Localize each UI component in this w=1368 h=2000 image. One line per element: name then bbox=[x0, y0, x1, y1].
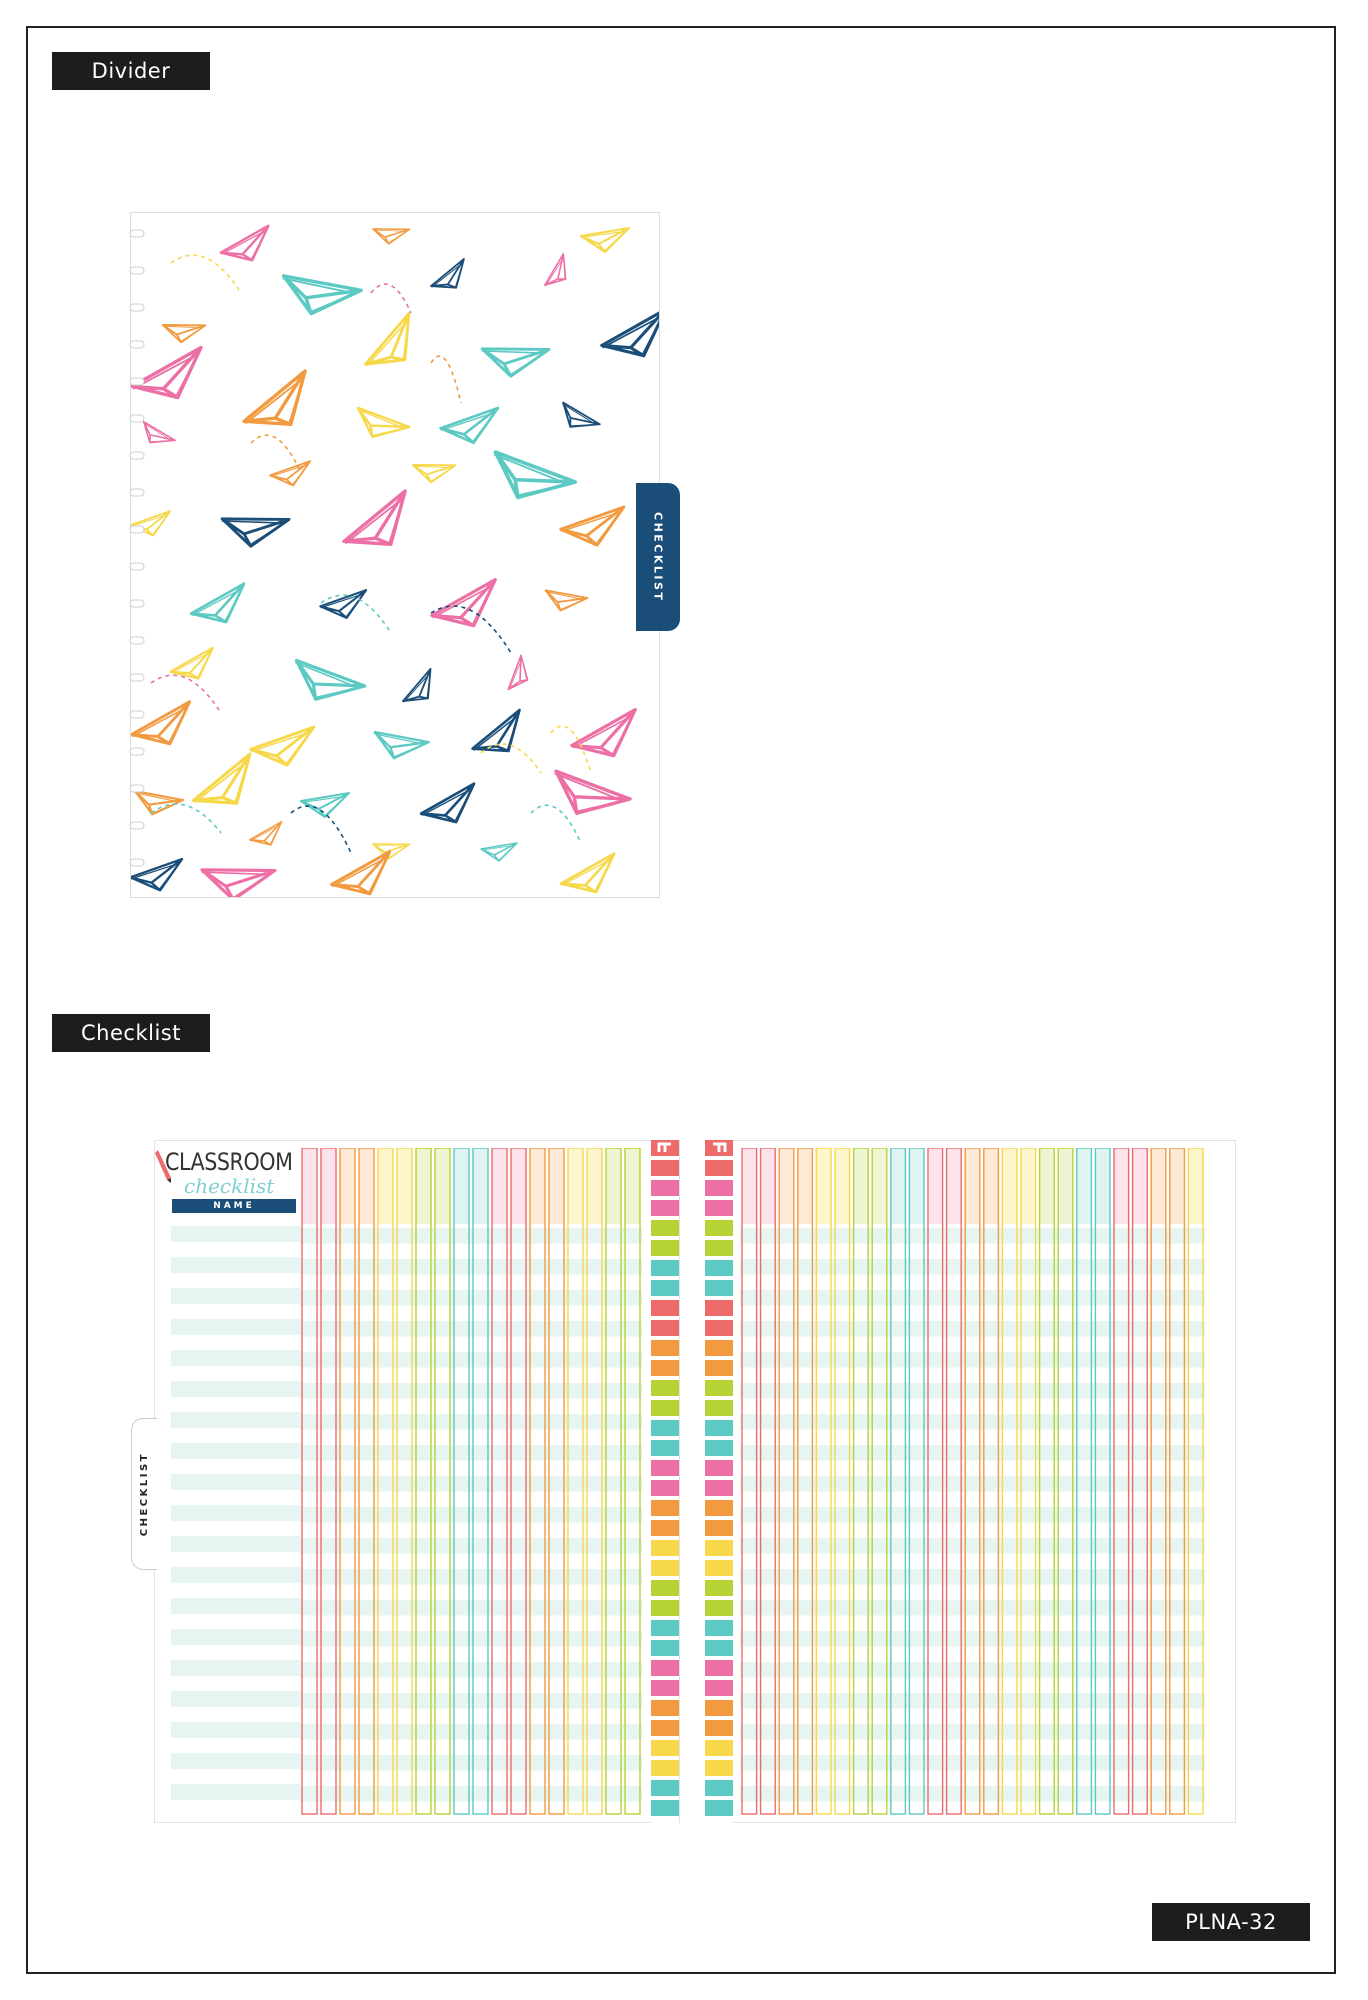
column-header-cell bbox=[1188, 1148, 1203, 1224]
grid-row-stripe bbox=[300, 1662, 642, 1678]
name-row[interactable] bbox=[171, 1319, 301, 1335]
ring-segment bbox=[651, 1520, 679, 1536]
ring-segment bbox=[705, 1500, 733, 1516]
column-header-cell bbox=[1077, 1148, 1092, 1224]
ring-segment bbox=[705, 1320, 733, 1336]
paper-plane-icon bbox=[198, 858, 275, 898]
ring-segment bbox=[705, 1280, 733, 1296]
binder-hole bbox=[130, 304, 144, 311]
paper-plane-icon bbox=[478, 338, 549, 382]
paper-plane-icon bbox=[160, 318, 205, 346]
ring-segment bbox=[705, 1620, 733, 1636]
ring-strip-left bbox=[651, 1140, 679, 1824]
ring-segment bbox=[651, 1540, 679, 1556]
ring-segment bbox=[651, 1560, 679, 1576]
ring-segment bbox=[651, 1380, 679, 1396]
ring-segment bbox=[705, 1220, 733, 1236]
paper-plane-icon bbox=[568, 710, 648, 768]
grid-row-stripe bbox=[740, 1259, 1205, 1275]
column-header-cell bbox=[359, 1148, 374, 1224]
ring-segment bbox=[705, 1600, 733, 1616]
ring-segment bbox=[651, 1340, 679, 1356]
ring-segment bbox=[651, 1640, 679, 1656]
grid-row-stripe bbox=[300, 1228, 642, 1244]
column-header-cell bbox=[1114, 1148, 1129, 1224]
binder-hole bbox=[130, 267, 144, 274]
ring-segment bbox=[705, 1400, 733, 1416]
paper-plane-icon bbox=[554, 397, 600, 440]
grid-row-stripe bbox=[300, 1290, 642, 1306]
ring-segment bbox=[705, 1460, 733, 1476]
grid-row-stripe bbox=[740, 1662, 1205, 1678]
ring-segment bbox=[651, 1200, 679, 1216]
grid-row-stripe bbox=[740, 1724, 1205, 1740]
grid-row-stripe bbox=[300, 1259, 642, 1275]
ring-segment bbox=[705, 1540, 733, 1556]
ring-segment bbox=[705, 1420, 733, 1436]
column-header-cell bbox=[492, 1148, 507, 1224]
binder-hole bbox=[130, 600, 144, 607]
name-row[interactable] bbox=[171, 1288, 301, 1304]
ring-segment bbox=[705, 1480, 733, 1496]
divider-page bbox=[130, 212, 660, 898]
paper-plane-icon bbox=[249, 727, 320, 771]
paper-plane-icon bbox=[540, 254, 577, 293]
name-row[interactable] bbox=[171, 1536, 301, 1552]
ring-segment bbox=[705, 1680, 733, 1696]
column-header-cell bbox=[1151, 1148, 1166, 1224]
name-row[interactable] bbox=[171, 1598, 301, 1614]
binder-hole bbox=[130, 785, 144, 792]
ring-segment bbox=[705, 1160, 733, 1176]
column-header-cell bbox=[947, 1148, 962, 1224]
ring-segment bbox=[651, 1280, 679, 1296]
column-header-cell bbox=[302, 1148, 317, 1224]
ring-segment bbox=[705, 1360, 733, 1376]
ring-segment bbox=[705, 1700, 733, 1716]
paper-plane-icon bbox=[503, 655, 537, 695]
grid-row-stripe bbox=[300, 1724, 642, 1740]
binder-hole bbox=[130, 341, 144, 348]
binder-hole bbox=[130, 711, 144, 718]
column-header-cell bbox=[454, 1148, 469, 1224]
paper-plane-icon bbox=[349, 400, 409, 450]
ring-segment bbox=[651, 1660, 679, 1676]
ring-segment bbox=[651, 1160, 679, 1176]
paper-plane-icon bbox=[218, 508, 289, 552]
column-header-cell bbox=[854, 1148, 869, 1224]
name-row[interactable] bbox=[171, 1443, 301, 1459]
column-header-cell bbox=[742, 1148, 757, 1224]
paper-plane-icon bbox=[188, 584, 255, 633]
name-row[interactable] bbox=[171, 1350, 301, 1366]
column-header-cell bbox=[606, 1148, 621, 1224]
ring-segment bbox=[705, 1520, 733, 1536]
grid-row-stripe bbox=[300, 1476, 642, 1492]
ring-segment bbox=[651, 1400, 679, 1416]
paper-plane-icon bbox=[275, 264, 362, 327]
ring-segment bbox=[651, 1300, 679, 1316]
paper-plane-icon bbox=[598, 310, 660, 368]
name-row[interactable] bbox=[171, 1722, 301, 1738]
grid-row-stripe bbox=[300, 1383, 642, 1399]
grid-row-stripe bbox=[300, 1414, 642, 1430]
paper-plane-icon bbox=[439, 408, 503, 448]
flight-trail bbox=[431, 356, 461, 403]
ring-segment bbox=[705, 1640, 733, 1656]
paper-plane-icon bbox=[428, 259, 475, 298]
binder-hole bbox=[130, 822, 144, 829]
paper-plane-icon bbox=[218, 226, 278, 270]
grid-row-stripe bbox=[300, 1755, 642, 1771]
column-header-cell bbox=[1170, 1148, 1185, 1224]
column-header-cell bbox=[816, 1148, 831, 1224]
grid-row-stripe bbox=[300, 1569, 642, 1585]
binder-hole bbox=[130, 378, 144, 385]
flight-trail bbox=[481, 744, 541, 773]
name-row[interactable] bbox=[171, 1226, 301, 1242]
divider-section-label: Divider bbox=[52, 52, 210, 90]
checklist-tab[interactable] bbox=[131, 1418, 157, 1570]
grid-row-stripe bbox=[740, 1414, 1205, 1430]
binder-hole bbox=[130, 230, 144, 237]
ring-segment bbox=[651, 1800, 679, 1816]
column-header-cell bbox=[965, 1148, 980, 1224]
grid-row-stripe bbox=[740, 1631, 1205, 1647]
column-header-cell bbox=[625, 1148, 640, 1224]
column-header-cell bbox=[1040, 1148, 1055, 1224]
grid-row-stripe bbox=[740, 1321, 1205, 1337]
ring-segment bbox=[705, 1300, 733, 1316]
column-header-cell bbox=[587, 1148, 602, 1224]
column-header-cell bbox=[416, 1148, 431, 1224]
checklist-title: CLASSROOM bbox=[165, 1148, 293, 1176]
binder-hole bbox=[130, 526, 144, 533]
paper-plane-icon bbox=[418, 784, 485, 833]
divider-tab[interactable] bbox=[636, 483, 680, 631]
paper-plane-icon bbox=[468, 710, 535, 766]
column-header-cell bbox=[511, 1148, 526, 1224]
paper-plane-icon bbox=[358, 313, 430, 381]
binder-hole bbox=[130, 415, 144, 422]
ring-segment bbox=[651, 1460, 679, 1476]
grid-row-stripe bbox=[740, 1600, 1205, 1616]
grid-row-stripe bbox=[300, 1445, 642, 1461]
column-header-cell bbox=[835, 1148, 850, 1224]
ring-strip-right bbox=[705, 1140, 733, 1824]
column-header-cell bbox=[397, 1148, 412, 1224]
checklist-grid-left bbox=[300, 1148, 650, 1816]
grid-row-stripe bbox=[740, 1383, 1205, 1399]
name-row[interactable] bbox=[171, 1257, 301, 1273]
ring-segment bbox=[651, 1680, 679, 1696]
ring-segment bbox=[651, 1600, 679, 1616]
column-header-cell bbox=[798, 1148, 813, 1224]
grid-row-stripe bbox=[300, 1352, 642, 1368]
paper-plane-icon bbox=[168, 648, 221, 687]
column-header-cell bbox=[321, 1148, 336, 1224]
grid-row-stripe bbox=[740, 1290, 1205, 1306]
ring-segment bbox=[705, 1340, 733, 1356]
paper-plane-icon bbox=[371, 223, 410, 247]
grid-row-stripe bbox=[740, 1569, 1205, 1585]
name-row[interactable] bbox=[171, 1567, 301, 1583]
grid-row-stripe bbox=[740, 1352, 1205, 1368]
name-row[interactable] bbox=[171, 1784, 301, 1800]
grid-row-stripe bbox=[740, 1228, 1205, 1244]
ring-segment bbox=[651, 1320, 679, 1336]
name-row[interactable] bbox=[171, 1505, 301, 1521]
paper-plane-icon bbox=[269, 461, 314, 489]
name-row[interactable] bbox=[171, 1474, 301, 1490]
paper-plane-icon bbox=[481, 843, 517, 861]
ring-segment bbox=[651, 1360, 679, 1376]
name-row[interactable] bbox=[171, 1660, 301, 1676]
column-header-cell bbox=[1095, 1148, 1110, 1224]
name-column-header: NAME bbox=[172, 1199, 296, 1213]
column-header-cell bbox=[1002, 1148, 1017, 1224]
ring-segment bbox=[651, 1740, 679, 1756]
paper-plane-pattern bbox=[131, 213, 660, 898]
paper-plane-icon bbox=[581, 228, 629, 252]
ring-segment bbox=[705, 1720, 733, 1736]
grid-row-stripe bbox=[300, 1507, 642, 1523]
grid-row-stripe bbox=[740, 1538, 1205, 1554]
ring-segment bbox=[705, 1560, 733, 1576]
ring-segment bbox=[705, 1180, 733, 1196]
ring-segment bbox=[651, 1260, 679, 1276]
column-header-cell bbox=[1021, 1148, 1036, 1224]
grid-row-stripe bbox=[300, 1631, 642, 1647]
column-header-cell bbox=[984, 1148, 999, 1224]
ring-segment bbox=[651, 1180, 679, 1196]
grid-row-stripe bbox=[300, 1600, 642, 1616]
name-row[interactable] bbox=[171, 1412, 301, 1428]
binder-hole bbox=[130, 452, 144, 459]
column-header-cell bbox=[928, 1148, 943, 1224]
column-header-cell bbox=[378, 1148, 393, 1224]
flight-trail bbox=[371, 284, 411, 313]
paper-plane-icon bbox=[238, 371, 325, 444]
ring-segment bbox=[651, 1580, 679, 1596]
ring-segment bbox=[705, 1200, 733, 1216]
ring-segment bbox=[705, 1760, 733, 1776]
ring-segment bbox=[651, 1440, 679, 1456]
binder-hole bbox=[130, 489, 144, 496]
column-header-cell bbox=[340, 1148, 355, 1224]
paper-plane-icon bbox=[543, 760, 630, 833]
name-row[interactable] bbox=[171, 1753, 301, 1769]
paper-plane-icon bbox=[558, 854, 625, 898]
column-header-cell bbox=[435, 1148, 450, 1224]
column-header-cell bbox=[473, 1148, 488, 1224]
ring-segment bbox=[705, 1380, 733, 1396]
column-header-cell bbox=[909, 1148, 924, 1224]
column-header-cell bbox=[872, 1148, 887, 1224]
divider-tab-label: CHECKLIST bbox=[651, 511, 665, 603]
sku-label: PLNA-32 bbox=[1152, 1903, 1310, 1941]
ring-segment bbox=[651, 1220, 679, 1236]
paper-plane-icon bbox=[301, 793, 349, 817]
ring-segment bbox=[705, 1780, 733, 1796]
grid-row-stripe bbox=[300, 1786, 642, 1802]
ring-segment bbox=[651, 1720, 679, 1736]
name-row[interactable] bbox=[171, 1629, 301, 1645]
name-rows bbox=[171, 1226, 301, 1815]
ring-segment bbox=[651, 1500, 679, 1516]
name-row[interactable] bbox=[171, 1381, 301, 1397]
paper-plane-icon bbox=[559, 507, 630, 551]
ring-segment bbox=[705, 1740, 733, 1756]
flight-trail bbox=[531, 805, 581, 843]
name-row[interactable] bbox=[171, 1691, 301, 1707]
binder-hole bbox=[130, 674, 144, 681]
grid-row-stripe bbox=[740, 1476, 1205, 1492]
grid-row-stripe bbox=[740, 1445, 1205, 1461]
ring-segment bbox=[705, 1800, 733, 1816]
ring-segment bbox=[705, 1440, 733, 1456]
grid-row-stripe bbox=[740, 1693, 1205, 1709]
column-header-cell bbox=[530, 1148, 545, 1224]
ring-segment bbox=[651, 1420, 679, 1436]
column-header-cell bbox=[1133, 1148, 1148, 1224]
binder-hole bbox=[130, 563, 144, 570]
paper-plane-icon bbox=[285, 650, 365, 717]
column-header-cell bbox=[549, 1148, 564, 1224]
paper-plane-icon bbox=[482, 440, 576, 518]
binder-hole bbox=[130, 859, 144, 866]
paper-plane-icon bbox=[398, 669, 444, 712]
checklist-subtitle: checklist bbox=[184, 1174, 275, 1198]
paper-plane-icon bbox=[410, 458, 455, 486]
ring-segment bbox=[651, 1240, 679, 1256]
column-header-cell bbox=[761, 1148, 776, 1224]
ring-segment bbox=[651, 1620, 679, 1636]
paper-plane-icon bbox=[369, 724, 429, 768]
grid-row-stripe bbox=[300, 1538, 642, 1554]
ring-segment bbox=[651, 1780, 679, 1796]
flight-trail bbox=[151, 804, 221, 833]
flight-trail bbox=[321, 595, 391, 633]
flight-trail bbox=[171, 255, 241, 293]
grid-row-stripe bbox=[740, 1786, 1205, 1802]
column-header-cell bbox=[891, 1148, 906, 1224]
checklist-grid-right bbox=[740, 1148, 1210, 1816]
binder-hole bbox=[130, 748, 144, 755]
ring-segment bbox=[651, 1760, 679, 1776]
grid-row-stripe bbox=[740, 1507, 1205, 1523]
paper-plane-icon bbox=[338, 491, 425, 564]
column-header-cell bbox=[1058, 1148, 1073, 1224]
ring-segment bbox=[651, 1480, 679, 1496]
ring-segment bbox=[705, 1240, 733, 1256]
checklist-section-label: Checklist bbox=[52, 1014, 210, 1052]
paper-plane-icon bbox=[248, 822, 288, 851]
ring-segment bbox=[705, 1260, 733, 1276]
binder-hole bbox=[130, 637, 144, 644]
flight-trail bbox=[431, 606, 511, 653]
ring-segment bbox=[705, 1580, 733, 1596]
ring-segment bbox=[705, 1660, 733, 1676]
binder-rings bbox=[128, 220, 146, 890]
grid-row-stripe bbox=[300, 1321, 642, 1337]
checklist-tab-label: CHECKLIST bbox=[139, 1451, 150, 1537]
grid-row-stripe bbox=[300, 1693, 642, 1709]
grid-row-stripe bbox=[740, 1755, 1205, 1771]
paper-plane-icon bbox=[541, 584, 588, 618]
column-header-cell bbox=[568, 1148, 583, 1224]
column-header-cell bbox=[779, 1148, 794, 1224]
ring-segment bbox=[651, 1700, 679, 1716]
